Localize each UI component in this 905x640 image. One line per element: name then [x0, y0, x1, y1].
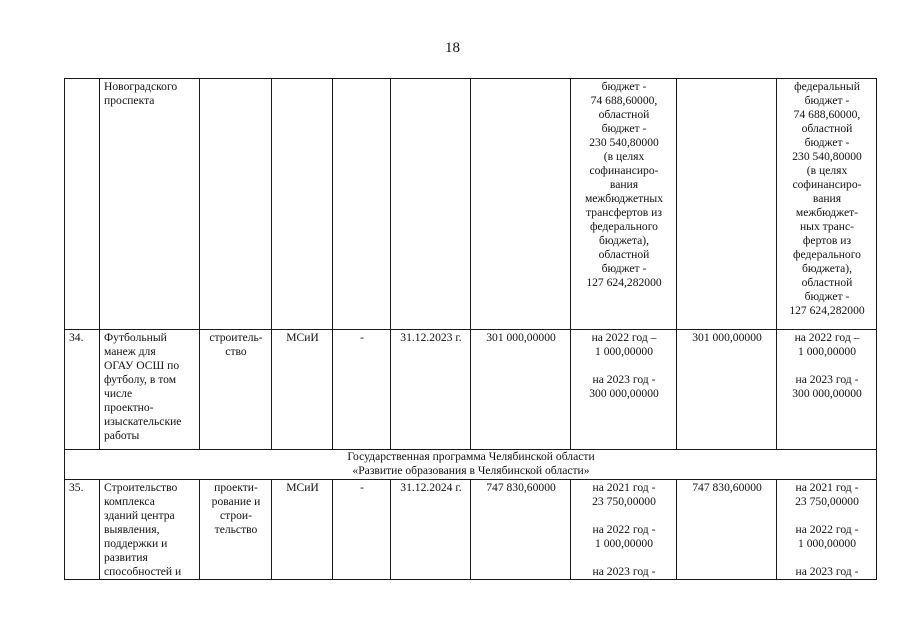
page-number: 18: [445, 40, 460, 56]
cell-deadline: [391, 79, 471, 330]
cell-customer: МСиИ: [272, 330, 333, 450]
cell-work-type: [200, 79, 272, 330]
cell-deadline: 31.12.2023 г.: [391, 330, 471, 450]
cell-limit-total: [677, 79, 777, 330]
cell-capacity: -: [333, 480, 391, 580]
cell-limit-total: 301 000,00000: [677, 330, 777, 450]
cell-work-type: проекти- рование и строи- тельство: [200, 480, 272, 580]
cell-financing: на 2021 год - 23 750,00000 на 2022 год - 1 000,00000 на 2023 год -: [571, 480, 677, 580]
cell-customer: [272, 79, 333, 330]
cell-financing: бюджет - 74 688,60000, областной бюджет - 230 540,80000 (в целях софинансиро- вания межбюджетных трансфертов из федерального бюджета), областной бюджет - 127 624,282000: [571, 79, 677, 330]
cell-cost: 747 830,60000: [471, 480, 571, 580]
cell-object-name: Строительство комплекса зданий центра выявления, поддержки и развития способностей и: [100, 480, 200, 580]
cell-num: 34.: [65, 330, 100, 450]
cell-cost: 301 000,00000: [471, 330, 571, 450]
cell-customer: МСиИ: [272, 480, 333, 580]
cell-object-name: Футбольный манеж для ОГАУ ОСШ по футболу, в том числе проектно- изыскательские работы: [100, 330, 200, 450]
cell-limit-breakdown: федеральный бюджет - 74 688,60000, областной бюджет - 230 540,80000 (в целях софинансиро- вания межбюджет- ных транс- фертов из федерального бюджета), областной бюджет - 127 624,282000: [777, 79, 877, 330]
cell-object-name: Новоградского проспекта: [100, 79, 200, 330]
table-row-35: [65, 480, 877, 580]
cell-deadline: 31.12.2024 г.: [391, 480, 471, 580]
table-row-34: [65, 330, 877, 450]
cell-work-type: строитель- ство: [200, 330, 272, 450]
cell-limit-total: 747 830,60000: [677, 480, 777, 580]
program-title-line-2: «Развитие образования в Челябинской области»: [352, 464, 590, 477]
cell-capacity: [333, 79, 391, 330]
cell-capacity: -: [333, 330, 391, 450]
section-header-row: [65, 450, 877, 480]
objects-table: [64, 78, 877, 580]
cell-cost: [471, 79, 571, 330]
program-title: [65, 450, 877, 480]
program-title-line-1: Государственная программа Челябинской области: [347, 450, 595, 463]
cell-limit-breakdown: на 2021 год - 23 750,00000 на 2022 год - 1 000,00000 на 2023 год -: [777, 480, 877, 580]
cell-financing: на 2022 год – 1 000,00000 на 2023 год - 300 000,00000: [571, 330, 677, 450]
cell-limit-breakdown: на 2022 год – 1 000,00000 на 2023 год - 300 000,00000: [777, 330, 877, 450]
table-row-continuation: [65, 79, 877, 330]
cell-num: [65, 79, 100, 330]
cell-num: 35.: [65, 480, 100, 580]
